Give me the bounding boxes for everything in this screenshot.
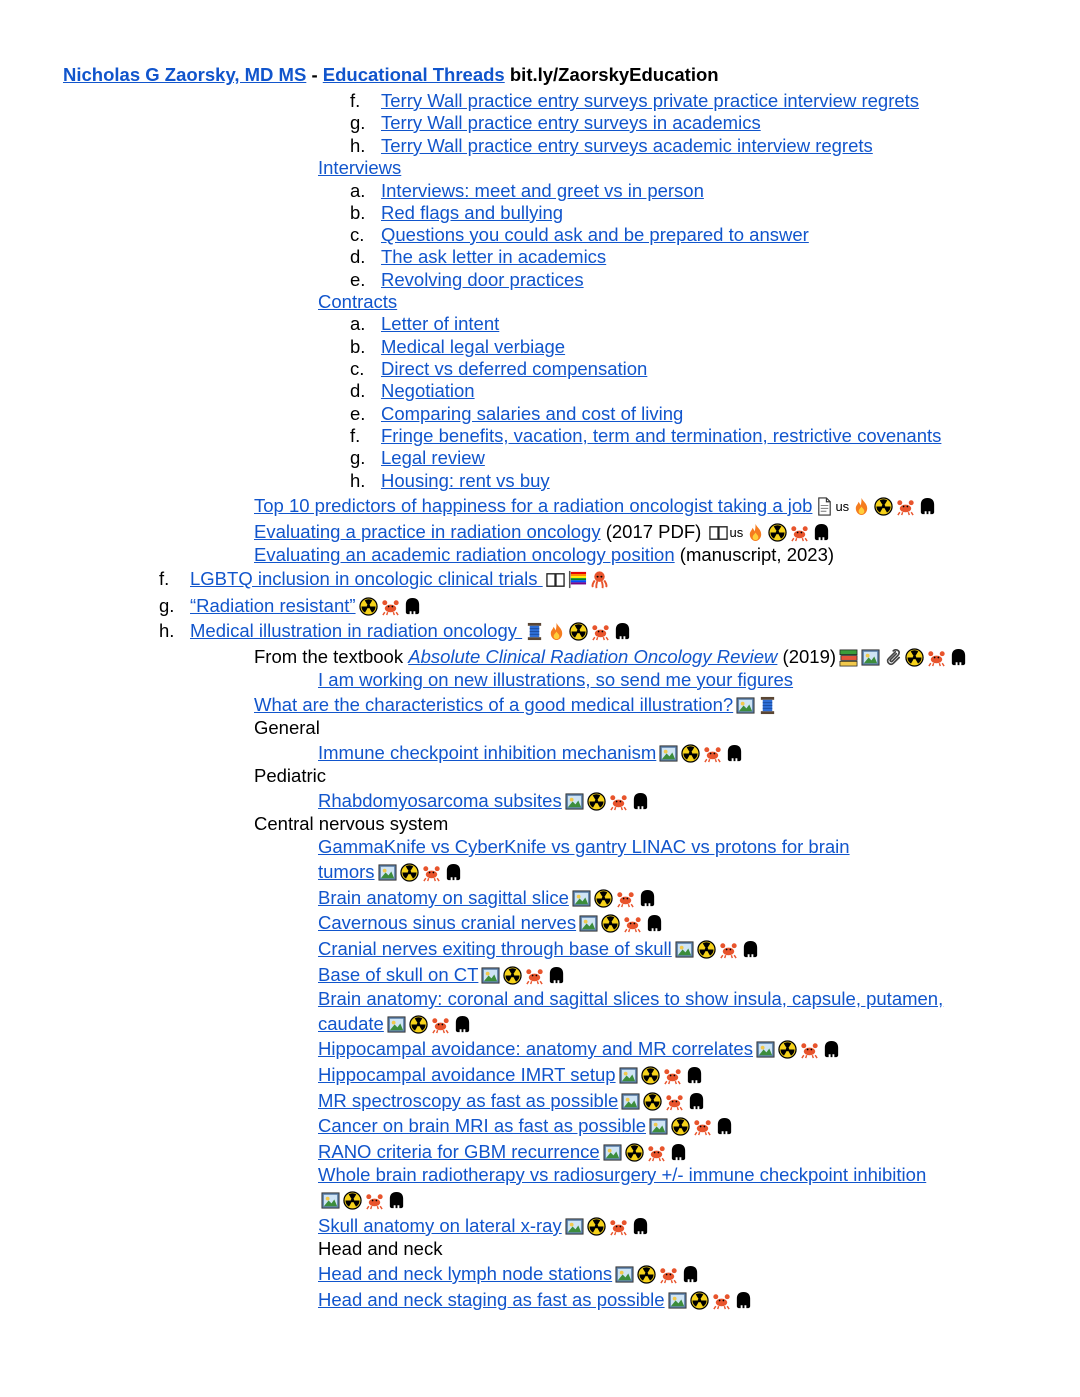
list-marker: e. [350,269,366,290]
item-content [190,568,609,590]
item-content [318,1115,734,1137]
item-link[interactable]: What are the characteristics of a good medical illustration? [254,694,734,715]
radioactive-icon [874,497,893,516]
item-link[interactable]: Rhabdomyosarcoma subsites [318,790,562,811]
item-content [381,202,563,224]
item-plain-text: (2017 PDF) [600,521,707,542]
item-link[interactable]: Brain anatomy on sagittal slice [318,887,569,908]
crab-icon [719,940,738,959]
crab-icon [365,1191,384,1210]
author-link[interactable]: Nicholas G Zaorsky, MD MS [63,64,307,85]
item-content [318,291,397,313]
item-link[interactable]: Fringe benefits, vacation, term and termination, restrictive covenants [381,425,942,446]
item-content [318,1038,841,1060]
item-content [318,836,850,858]
picture-icon [603,1143,622,1162]
fire-icon [547,622,566,641]
crab-icon [647,1143,666,1162]
item-link[interactable]: Red flags and bullying [381,202,564,223]
crab-icon [659,1265,678,1284]
item-link[interactable]: Interviews: meet and greet vs in person [381,180,704,201]
crab-icon [525,966,544,985]
list-marker: d. [350,246,366,267]
list-marker: g. [350,447,366,468]
item-link[interactable]: The ask letter in academics [381,246,607,267]
item-content [318,938,760,960]
crab-icon [896,497,915,516]
chess-pawn-icon [547,966,566,985]
radioactive-icon [601,914,620,933]
item-content [381,246,606,268]
crab-icon [623,914,642,933]
item-content [254,717,320,739]
item-content [318,887,657,909]
open-book-icon [546,570,565,589]
item-content [190,595,422,617]
item-content [318,1238,442,1260]
item-content [318,861,463,883]
chess-pawn-icon [822,1040,841,1059]
item-link[interactable]: Contracts [318,291,398,312]
chess-pawn-icon [949,648,968,667]
item-link[interactable]: Whole brain radiotherapy vs radiosurgery +/- immune checkpoint inhibition [318,1164,927,1185]
radioactive-icon [400,863,419,882]
item-content [318,1289,753,1311]
radioactive-icon [359,597,378,616]
item-content [381,470,550,492]
thread-spool-icon [758,696,777,715]
item-link[interactable]: Head and neck lymph node stations [318,1263,613,1284]
item-link[interactable]: Comparing salaries and cost of living [381,403,684,424]
item-link[interactable]: Terry Wall practice entry surveys in academics [381,112,761,133]
country-tag: us [729,525,744,541]
list-marker: d. [350,380,366,401]
item-content [254,646,968,668]
crab-icon [431,1015,450,1034]
item-link[interactable]: Medical illustration in radiation oncology [190,620,523,641]
picture-icon [572,889,591,908]
item-link[interactable]: Interviews [318,157,402,178]
item-content [318,1263,700,1285]
item-content [318,1064,704,1086]
crab-icon [800,1040,819,1059]
item-content [254,694,777,716]
item-content [254,765,326,787]
educational-threads-link[interactable]: Educational Threads [322,64,505,85]
item-link[interactable]: Immune checkpoint inhibition mechanism [318,742,657,763]
crab-icon [616,889,635,908]
item-content [318,1189,406,1211]
fire-icon [746,523,765,542]
item-link[interactable]: Skull anatomy on lateral x-ray [318,1215,562,1236]
item-link[interactable]: Head and neck staging as fast as possible [318,1289,665,1310]
list-marker: g. [159,595,175,616]
radioactive-icon [587,1217,606,1236]
radioactive-icon [671,1117,690,1136]
list-marker: c. [350,224,365,245]
list-marker: f. [350,425,361,446]
item-link[interactable]: Top 10 predictors of happiness for a radiation oncologist taking a job [254,495,813,516]
list-marker: b. [350,202,366,223]
radioactive-icon [594,889,613,908]
thread-spool-icon [525,622,544,641]
item-link[interactable]: Direct vs deferred compensation [381,358,648,379]
chess-pawn-icon [631,792,650,811]
crab-icon [422,863,441,882]
picture-icon [621,1092,640,1111]
item-content [318,964,566,986]
chess-pawn-icon [638,889,657,908]
list-marker: a. [350,313,366,334]
item-content [254,495,937,518]
item-content [318,742,744,764]
radioactive-icon [778,1040,797,1059]
item-content [381,90,919,112]
crab-icon [663,1066,682,1085]
item-content [381,269,584,291]
picture-icon [649,1117,668,1136]
crab-icon [693,1117,712,1136]
item-content [318,790,650,812]
chess-pawn-icon [685,1066,704,1085]
item-content [190,620,632,642]
crab-icon [591,622,610,641]
item-link[interactable]: Negotiation [381,380,475,401]
radioactive-icon [587,792,606,811]
item-link[interactable]: Legal review [381,447,485,468]
radioactive-icon [905,648,924,667]
list-marker: a. [350,180,366,201]
item-content [381,135,873,157]
crab-icon [609,792,628,811]
item-content [254,813,448,835]
crab-icon [381,597,400,616]
item-link[interactable]: Questions you could ask and be prepared to answer [381,224,809,245]
open-book-icon [709,523,728,542]
radioactive-icon [409,1015,428,1034]
chess-pawn-icon [669,1143,688,1162]
chess-pawn-icon [645,914,664,933]
item-plain-text: General [254,717,320,738]
item-link[interactable]: GammaKnife vs CyberKnife vs gantry LINAC vs protons for brain [318,836,850,857]
item-link[interactable]: Absolute Clinical Radiation Oncology Review [408,646,778,667]
picture-icon [619,1066,638,1085]
item-link[interactable]: I am working on new illustrations, so send me your figures [318,669,794,690]
crab-icon [609,1217,628,1236]
list-marker: h. [159,620,175,641]
chess-pawn-icon [681,1265,700,1284]
item-content [381,425,941,447]
item-link[interactable]: Hippocampal avoidance IMRT setup [318,1064,616,1085]
radioactive-icon [343,1191,362,1210]
country-tag: us [835,499,850,515]
chess-pawn-icon [453,1015,472,1034]
item-plain-text: (2019) [777,646,837,667]
document-header [63,64,719,86]
item-link[interactable]: Housing: rent vs buy [381,470,550,491]
picture-icon [387,1015,406,1034]
radioactive-icon [697,940,716,959]
fire-icon [852,497,871,516]
radioactive-icon [503,966,522,985]
picture-icon [659,744,678,763]
item-link[interactable]: tumors [318,861,375,882]
picture-icon [861,648,880,667]
item-content [381,112,761,134]
picture-icon [378,863,397,882]
radioactive-icon [637,1265,656,1284]
radioactive-icon [641,1066,660,1085]
item-link[interactable]: Evaluating a practice in radiation oncology [254,521,601,542]
chess-pawn-icon [613,622,632,641]
picture-icon [615,1265,634,1284]
item-content [254,521,831,544]
radioactive-icon [625,1143,644,1162]
item-content [318,912,664,934]
list-marker: h. [350,135,366,156]
chess-pawn-icon [687,1092,706,1111]
item-content [318,988,943,1010]
list-marker: g. [350,112,366,133]
item-content [318,1013,472,1035]
item-link[interactable]: Base of skull on CT [318,964,479,985]
picture-icon [736,696,755,715]
item-link[interactable]: Evaluating an academic radiation oncology position [254,544,675,565]
item-content [381,224,809,246]
item-link[interactable]: Hippocampal avoidance: anatomy and MR correlates [318,1038,753,1059]
item-content [381,447,485,469]
item-content [318,1141,688,1163]
item-link[interactable]: Medical legal verbiage [381,336,566,357]
item-link[interactable]: “Radiation resistant” [190,595,356,616]
item-plain-text: (manuscript, 2023) [674,544,835,565]
item-link[interactable]: Terry Wall practice entry surveys private practice interview regrets [381,90,920,111]
item-plain-text: Head and neck [318,1238,443,1259]
item-content [254,544,834,566]
shortlink-text: bit.ly/ZaorskyEducation [509,64,719,85]
crab-icon [790,523,809,542]
chess-pawn-icon [403,597,422,616]
crab-icon [703,744,722,763]
chess-pawn-icon [725,744,744,763]
crab-icon [927,648,946,667]
item-content [318,669,793,691]
radioactive-icon [690,1291,709,1310]
item-link[interactable]: Letter of intent [381,313,500,334]
radioactive-icon [643,1092,662,1111]
item-link[interactable]: Revolving door practices [381,269,584,290]
header-separator: - [306,64,323,85]
chess-pawn-icon [444,863,463,882]
chess-pawn-icon [387,1191,406,1210]
list-marker: e. [350,403,366,424]
item-content [381,358,647,380]
crab-icon [665,1092,684,1111]
item-link[interactable]: LGBTQ inclusion in oncologic clinical trials [190,568,543,589]
item-content [318,157,401,179]
picture-icon [481,966,500,985]
item-link[interactable]: MR spectroscopy as fast as possible [318,1090,619,1111]
rainbow-flag-icon [568,570,587,589]
radioactive-icon [768,523,787,542]
chess-pawn-icon [741,940,760,959]
paperclip-icon [883,648,902,667]
chess-pawn-icon [734,1291,753,1310]
item-link[interactable]: Cancer on brain MRI as fast as possible [318,1115,647,1136]
picture-icon [565,1217,584,1236]
octopus-icon [590,570,609,589]
picture-icon [668,1291,687,1310]
item-content [381,313,499,335]
item-link[interactable]: caudate [318,1013,384,1034]
picture-icon [756,1040,775,1059]
item-plain-text: Central nervous system [254,813,449,834]
item-link[interactable]: Terry Wall practice entry surveys academic interview regrets [381,135,873,156]
crab-icon [712,1291,731,1310]
radioactive-icon [569,622,588,641]
item-content [318,1215,650,1237]
radioactive-icon [681,744,700,763]
books-icon [839,648,858,667]
item-link[interactable]: Cavernous sinus cranial nerves [318,912,577,933]
item-link[interactable]: Cranial nerves exiting through base of skull [318,938,672,959]
item-content [318,1164,926,1186]
item-content [381,380,475,402]
chess-pawn-icon [812,523,831,542]
chess-pawn-icon [715,1117,734,1136]
item-plain-text: Pediatric [254,765,326,786]
picture-icon [675,940,694,959]
chess-pawn-icon [918,497,937,516]
picture-icon [321,1191,340,1210]
item-link[interactable]: RANO criteria for GBM recurrence [318,1141,600,1162]
item-content [381,180,704,202]
list-marker: f. [159,568,170,589]
list-marker: c. [350,358,365,379]
item-content [381,336,565,358]
chess-pawn-icon [631,1217,650,1236]
document-icon [815,497,834,516]
list-marker: b. [350,336,366,357]
item-content [381,403,683,425]
item-content [318,1090,706,1112]
list-marker: h. [350,470,366,491]
item-link[interactable]: Brain anatomy: coronal and sagittal slices to show insula, capsule, putamen, [318,988,944,1009]
item-prefix-text: From the textbook [254,646,409,667]
list-marker: f. [350,90,361,111]
picture-icon [579,914,598,933]
picture-icon [565,792,584,811]
